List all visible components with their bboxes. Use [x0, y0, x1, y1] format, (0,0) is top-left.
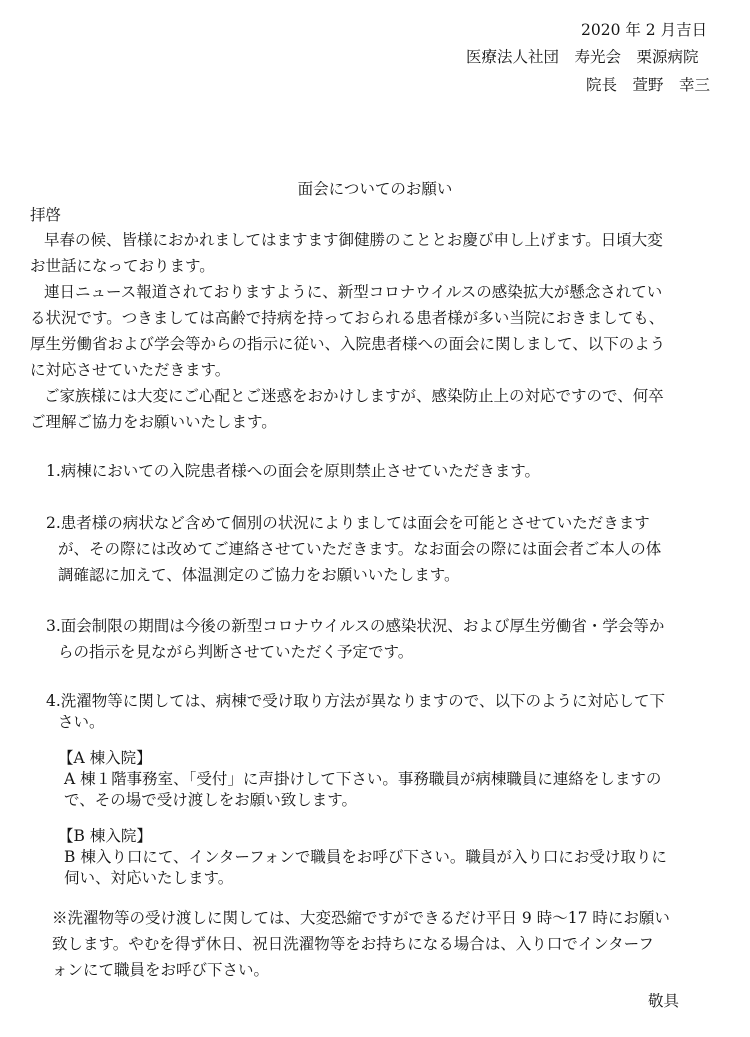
intro-line: 連日ニュース報道されておりますように、新型コロナウイルスの感染拡大が懸念されてい	[44, 283, 663, 301]
director-signature: 院長 萱野 幸三	[586, 76, 711, 94]
greeting: 拝啓	[30, 206, 62, 224]
list-item-4: 4.洗濯物等に関しては、病棟で受け取り方法が異なりますので、以下のように対応して下	[46, 692, 665, 710]
list-item-3-cont: らの指示を見ながら判断させていただく予定です。	[58, 643, 414, 661]
date: 2020 年 2 月吉日	[581, 21, 708, 39]
ward-a-line: で、その場で受け渡しをお願い致します。	[64, 791, 357, 809]
intro-line: ご家族様には大変にご心配とご迷惑をおかけしますが、感染防止上の対応ですので、何卒	[44, 387, 664, 405]
ward-a-heading: 【A 棟入院】	[58, 749, 152, 767]
list-item-2-cont: 調確認に加えて、体温測定のご協力をお願いいたします。	[58, 566, 460, 584]
intro-line: 早春の候、皆様におかれましてはますます御健勝のこととお慶び申し上げます。日頃大変	[44, 231, 663, 249]
ward-b-line: B 棟入り口にて、インターフォンで職員をお呼び下さい。職員が入り口にお受け取りに	[64, 848, 667, 866]
list-item-2-cont: が、その際には改めてご連絡させていただきます。なお面会の際には面会者ご本人の体	[58, 540, 662, 558]
note-line: 致します。やむを得ず休日、祝日洗濯物等をお持ちになる場合は、入り口でインターフ	[52, 935, 654, 953]
ward-a-line: A 棟１階事務室、「受付」に声掛けして下さい。事務職員が病棟職員に連絡をしますの	[64, 770, 662, 788]
note-line: ※洗濯物等の受け渡しに関しては、大変恐縮ですができるだけ平日 9 時～17 時にお願い	[52, 909, 670, 927]
intro-line: ご理解ご協力をお願いいたします。	[30, 413, 277, 431]
list-item-3: 3.面会制限の期間は今後の新型コロナウイルスの感染状況、および厚生労働省・学会等か	[46, 617, 665, 635]
list-item-2: 2.患者様の病状など含めて個別の状況によりましては面会を可能とさせていただきます	[46, 514, 650, 532]
ward-b-line: 伺い、対応いたします。	[64, 869, 234, 887]
list-item-1: 1.病棟においての入院患者様への面会を原則禁止させていただきます。	[46, 462, 541, 480]
intro-line: 厚生労働省および学会等からの指示に従い、入院患者様への面会に関しまして、以下のよう	[30, 335, 666, 353]
closing: 敬具	[648, 992, 680, 1010]
intro-line: お世話になっております。	[30, 257, 215, 275]
page-title: 面会についてのお願い	[297, 180, 453, 198]
list-item-4-cont: さい。	[58, 713, 105, 731]
intro-line: に対応させていただきます。	[30, 361, 231, 379]
ward-b-heading: 【B 棟入院】	[58, 827, 152, 845]
intro-line: る状況です。つきましては高齢で持病を持っておられる患者様が多い当院におきましても、	[30, 309, 665, 327]
organization: 医療法人社団 寿光会 栗源病院	[466, 48, 699, 66]
note-line: ォンにて職員をお呼び下さい。	[52, 961, 270, 979]
